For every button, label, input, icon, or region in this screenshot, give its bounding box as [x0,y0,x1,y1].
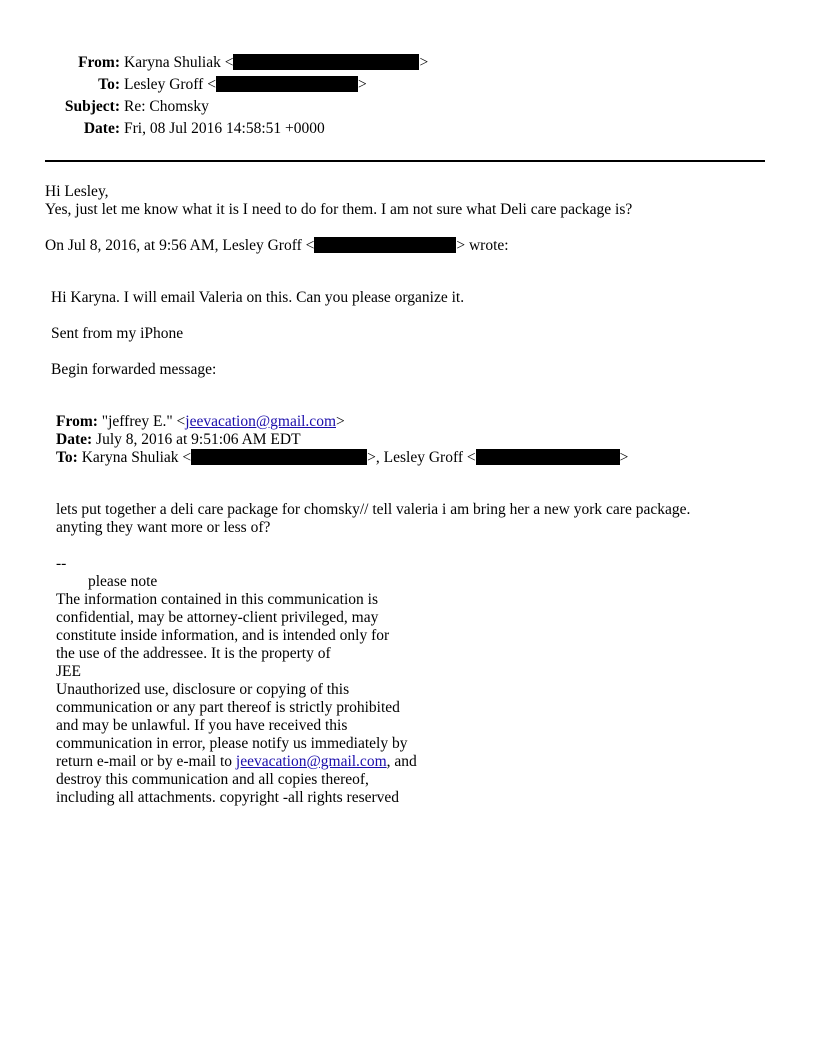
disclaimer-line: destroy this communication and all copies thereof, [56,771,369,788]
disclaimer-line: communication in error, please notify us immediately by [56,735,408,752]
redaction-box [314,237,456,253]
fwd-to-name1: Karyna Shuliak < [81,449,192,466]
fwd-to-close: > [619,449,629,466]
fwd-date-label: Date: [56,431,93,448]
fwd-body-line: anyting they want more or less of? [56,519,271,536]
disclaimer-line: confidential, may be attorney-client privileged, may [56,609,379,626]
fwd-to-sep: >, Lesley Groff < [367,449,476,466]
from-name: Karyna Shuliak < [124,54,234,71]
disclaimer-email-post: , and [386,753,417,770]
quoted-line: Hi Karyna. I will email Valeria on this. Can you please organize it. [51,289,465,306]
date-value: Fri, 08 Jul 2016 14:58:51 +0000 [124,120,325,137]
fwd-from-label: From: [56,413,98,430]
disclaimer-email-pre: return e-mail or by e-mail to [56,753,236,770]
disclaimer-line: and may be unlawful. If you have received this [56,717,348,734]
from-close: > [419,54,429,71]
to-label: To: [98,76,120,93]
reply-greeting: Hi Lesley, [45,183,109,200]
redaction-box [216,76,358,92]
to-value [124,76,367,94]
disclaimer-line: JEE [56,663,81,680]
fwd-date-value: July 8, 2016 at 9:51:06 AM EDT [96,431,301,448]
disclaimer-line: constitute inside information, and is intended only for [56,627,390,644]
quote-intro [45,237,509,255]
to-close: > [357,76,367,93]
fwd-from [56,413,345,431]
fwd-body-line: lets put together a deli care package for chomsky// tell valeria i am bring her a new york care package. [56,501,691,518]
fwd-from-name: "jeffrey E." < [101,413,186,430]
from-label: From: [78,54,120,71]
header-divider [45,160,765,162]
quote-intro-post: > wrote: [456,237,509,254]
please-note-text: please note [88,573,158,590]
quote-intro-pre: On Jul 8, 2016, at 9:56 AM, Lesley Groff < [45,237,315,254]
subject-label: Subject: [64,98,120,115]
forward-intro: Begin forwarded message: [51,361,217,378]
fwd-to [56,449,628,467]
disclaimer-line: The information contained in this communication is [56,591,378,608]
redaction-box [233,54,419,70]
sig-dash: -- [56,555,67,572]
redaction-box [476,449,620,465]
fwd-date [56,431,301,449]
fwd-from-email-link[interactable]: jeevacation@gmail.com [185,413,336,430]
disclaimer-line: Unauthorized use, disclosure or copying of this [56,681,350,698]
fwd-to-label: To: [56,449,78,466]
disclaimer-line: communication or any part thereof is strictly prohibited [56,699,400,716]
to-name: Lesley Groff < [124,76,216,93]
redaction-box [191,449,367,465]
please-note [56,573,157,591]
disclaimer-line: the use of the addressee. It is the property of [56,645,331,662]
disclaimer-line: including all attachments. copyright -all rights reserved [56,789,400,806]
date-label: Date: [83,120,120,137]
fwd-from-close: > [336,413,345,430]
reply-line: Yes, just let me know what it is I need to do for them. I am not sure what Deli care package is? [45,201,633,218]
from-value [124,54,428,72]
quoted-signature: Sent from my iPhone [51,325,184,342]
disclaimer-email-link[interactable]: jeevacation@gmail.com [235,753,387,770]
subject-value: Re: Chomsky [124,98,209,115]
disclaimer-email-line [56,753,417,771]
